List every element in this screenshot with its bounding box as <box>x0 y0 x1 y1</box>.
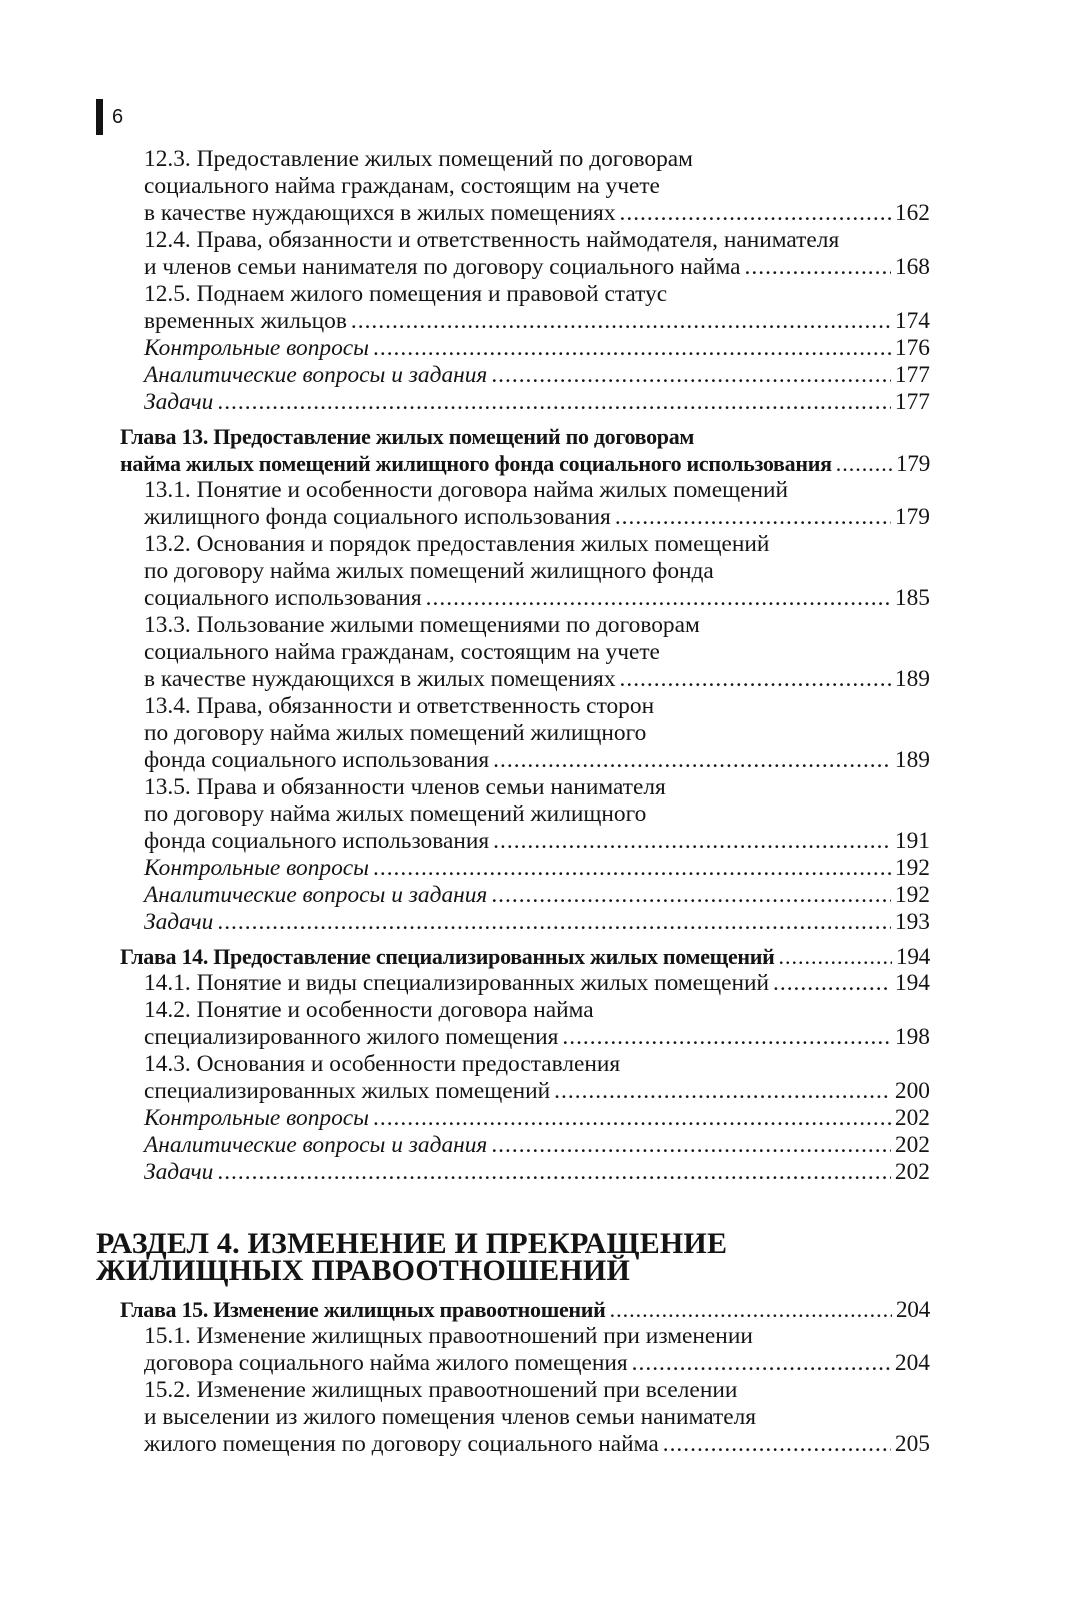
toc-entry <box>120 389 930 416</box>
toc-entry-title: Задачи <box>144 389 214 415</box>
toc-entry <box>120 693 930 720</box>
toc-entry-title: 12.5. Поднаем жилого помещения и правовой статус <box>144 281 668 307</box>
toc-entry-page: 198 <box>894 1024 930 1050</box>
toc-entry <box>120 254 930 281</box>
toc-entry <box>120 970 930 997</box>
toc-entry-title: Контрольные вопросы <box>144 1105 370 1131</box>
toc-entry-page: 204 <box>895 1297 930 1323</box>
toc-entry-page: 174 <box>894 308 930 334</box>
toc-entry-page: 162 <box>894 200 930 226</box>
toc-leader-dots <box>491 882 891 909</box>
toc-entry-title: 13.4. Права, обязанности и ответственность сторон <box>144 693 655 719</box>
toc-entry <box>120 639 930 666</box>
toc-chapter-entry <box>120 1296 930 1323</box>
toc-entry-title: Глава 15. Изменение жилищных правоотношений <box>120 1297 606 1322</box>
toc-entry <box>120 997 930 1024</box>
toc-entry-title: 15.2. Изменение жилищных правоотношений при вселении <box>144 1377 738 1403</box>
toc-entry <box>120 200 930 227</box>
toc-entry <box>120 1404 930 1431</box>
toc-entry-title: Аналитические вопросы и задания <box>144 882 488 908</box>
toc-entry-title: Аналитические вопросы и задания <box>144 1132 488 1158</box>
toc-leader-dots <box>426 585 891 612</box>
toc-entry-title: договора социального найма жилого помещения <box>144 1350 628 1376</box>
toc-entry-title: в качестве нуждающихся в жилых помещениях <box>144 200 616 226</box>
toc-entry <box>120 1105 930 1132</box>
toc-entry-page: 185 <box>894 585 930 611</box>
table-of-contents-section-4 <box>120 1296 930 1458</box>
toc-leader-dots <box>615 504 891 531</box>
toc-leader-dots <box>663 1431 891 1458</box>
toc-entry <box>120 173 930 200</box>
toc-leader-dots <box>373 855 891 882</box>
toc-leader-dots <box>217 389 891 416</box>
toc-entry-page: 193 <box>894 909 930 935</box>
toc-entry-title: и выселении из жилого помещения членов семьи нанимателя <box>144 1404 757 1430</box>
toc-leader-dots <box>493 747 891 774</box>
toc-entry <box>120 1024 930 1051</box>
toc-entry-page: 202 <box>894 1132 930 1158</box>
toc-entry-title: социального найма гражданам, состоящим на учете <box>144 639 660 665</box>
toc-chapter-entry <box>120 943 930 970</box>
toc-entry-title: по договору найма жилых помещений жилищного <box>144 801 647 827</box>
toc-entry <box>120 531 930 558</box>
toc-entry-title: Контрольные вопросы <box>144 335 370 361</box>
toc-entry <box>120 1323 930 1350</box>
toc-entry-page: 192 <box>894 855 930 881</box>
toc-leader-dots <box>562 1024 891 1051</box>
toc-entry-title: временных жильцов <box>144 308 347 334</box>
toc-entry-title: Глава 14. Предоставление специализированных жилых помещений <box>120 944 775 969</box>
toc-entry-title: и членов семьи нанимателя по договору социального найма <box>144 254 741 280</box>
toc-entry <box>120 882 930 909</box>
toc-gap <box>120 936 930 943</box>
toc-entry-page: 191 <box>894 828 930 854</box>
toc-leader-dots <box>620 666 891 693</box>
toc-entry <box>120 362 930 389</box>
toc-leader-dots <box>217 909 891 936</box>
toc-entry <box>120 1377 930 1404</box>
toc-leader-dots <box>610 1296 892 1323</box>
toc-entry-page: 202 <box>894 1159 930 1185</box>
section-heading-line-1: РАЗДЕЛ 4. ИЗМЕНЕНИЕ И ПРЕКРАЩЕНИЕ <box>96 1227 728 1260</box>
header-bar <box>96 99 103 135</box>
toc-entry-title: по договору найма жилых помещений жилищного фонда <box>144 558 714 584</box>
toc-entry-title: 15.1. Изменение жилищных правоотношений при изменении <box>144 1323 753 1349</box>
section-heading <box>96 1227 728 1287</box>
toc-entry <box>120 801 930 828</box>
toc-entry-title: 13.2. Основания и порядок предоставления жилых помещений <box>144 531 770 557</box>
toc-entry-title: Задачи <box>144 1159 214 1185</box>
page-header <box>96 97 123 137</box>
toc-entry-title: Контрольные вопросы <box>144 855 370 881</box>
toc-entry-page: 202 <box>894 1105 930 1131</box>
toc-entry-title: специализированного жилого помещения <box>144 1024 559 1050</box>
toc-leader-dots <box>779 943 892 970</box>
toc-entry <box>120 747 930 774</box>
toc-entry <box>120 1350 930 1377</box>
toc-leader-dots <box>491 362 891 389</box>
toc-leader-dots <box>773 970 891 997</box>
toc-leader-dots <box>554 1078 891 1105</box>
toc-leader-dots <box>491 1132 891 1159</box>
toc-entry-title: фонда социального использования <box>144 747 490 773</box>
toc-entry-page: 189 <box>894 666 930 692</box>
toc-entry <box>120 1078 930 1105</box>
toc-entry <box>120 585 930 612</box>
toc-entry-page: 194 <box>895 944 930 970</box>
toc-leader-dots <box>493 828 891 855</box>
toc-leader-dots <box>373 1105 891 1132</box>
toc-entry-page: 168 <box>894 254 930 280</box>
toc-entry-title: специализированных жилых помещений <box>144 1078 551 1104</box>
toc-chapter-entry <box>120 423 930 450</box>
toc-entry-page: 192 <box>894 882 930 908</box>
toc-entry <box>120 227 930 254</box>
toc-entry <box>120 774 930 801</box>
toc-entry-page: 200 <box>894 1078 930 1104</box>
toc-entry <box>120 855 930 882</box>
toc-entry-title: 14.1. Понятие и виды специализированных жилых помещений <box>144 970 770 996</box>
toc-entry-title: социального найма гражданам, состоящим на учете <box>144 173 660 199</box>
toc-leader-dots <box>217 1159 891 1186</box>
toc-entry-title: Глава 13. Предоставление жилых помещений по договорам <box>120 424 695 449</box>
toc-entry-title: Задачи <box>144 909 214 935</box>
toc-entry <box>120 477 930 504</box>
table-of-contents <box>120 146 930 1186</box>
toc-entry-title: 14.3. Основания и особенности предоставления <box>144 1051 621 1077</box>
toc-entry <box>120 308 930 335</box>
toc-entry-title: социального использования <box>144 585 422 611</box>
toc-entry-page: 179 <box>895 451 930 477</box>
toc-entry-title: жилого помещения по договору социального найма <box>144 1431 659 1457</box>
toc-entry <box>120 281 930 308</box>
toc-entry <box>120 1431 930 1458</box>
toc-entry <box>120 720 930 747</box>
page-number: 6 <box>112 105 124 128</box>
toc-entry <box>120 828 930 855</box>
toc-entry-title: жилищного фонда социального использования <box>144 504 611 530</box>
toc-entry-title: по договору найма жилых помещений жилищного <box>144 720 647 746</box>
toc-entry-title: 13.3. Пользование жилыми помещениями по договорам <box>144 612 700 638</box>
toc-entry-page: 176 <box>894 335 930 361</box>
toc-leader-dots <box>632 1350 891 1377</box>
toc-entry <box>120 335 930 362</box>
toc-leader-dots <box>620 200 891 227</box>
toc-entry <box>120 612 930 639</box>
toc-entry-page: 179 <box>894 504 930 530</box>
toc-leader-dots <box>745 254 891 281</box>
section-heading-line-2: ЖИЛИЩНЫХ ПРАВООТНОШЕНИЙ <box>96 1254 630 1287</box>
toc-gap <box>120 416 930 423</box>
toc-entry-title: в качестве нуждающихся в жилых помещениях <box>144 666 616 692</box>
toc-entry <box>120 1159 930 1186</box>
toc-entry <box>120 1132 930 1159</box>
toc-entry-page: 177 <box>894 389 930 415</box>
toc-entry <box>120 146 930 173</box>
toc-entry-page: 204 <box>894 1350 930 1376</box>
toc-entry <box>120 504 930 531</box>
toc-entry-page: 189 <box>894 747 930 773</box>
toc-leader-dots <box>836 450 892 477</box>
toc-entry <box>120 558 930 585</box>
toc-entry-title: 13.1. Понятие и особенности договора найма жилых помещений <box>144 477 789 503</box>
toc-leader-dots <box>351 308 891 335</box>
toc-leader-dots <box>373 335 891 362</box>
toc-entry-page: 194 <box>894 970 930 996</box>
toc-entry-title: фонда социального использования <box>144 828 490 854</box>
toc-entry-page: 177 <box>894 362 930 388</box>
toc-entry-title: 12.4. Права, обязанности и ответственность наймодателя, нанимателя <box>144 227 840 253</box>
toc-entry-title: 12.3. Предоставление жилых помещений по договорам <box>144 146 693 172</box>
toc-entry-title: 14.2. Понятие и особенности договора найма <box>144 997 594 1023</box>
toc-entry <box>120 666 930 693</box>
toc-entry <box>120 1051 930 1078</box>
toc-entry-page: 205 <box>894 1431 930 1457</box>
toc-entry-title: найма жилых помещений жилищного фонда социального использования <box>120 451 832 476</box>
toc-entry <box>120 909 930 936</box>
toc-entry-title: 13.5. Права и обязанности членов семьи нанимателя <box>144 774 666 800</box>
toc-chapter-entry <box>120 450 930 477</box>
toc-entry-title: Аналитические вопросы и задания <box>144 362 488 388</box>
